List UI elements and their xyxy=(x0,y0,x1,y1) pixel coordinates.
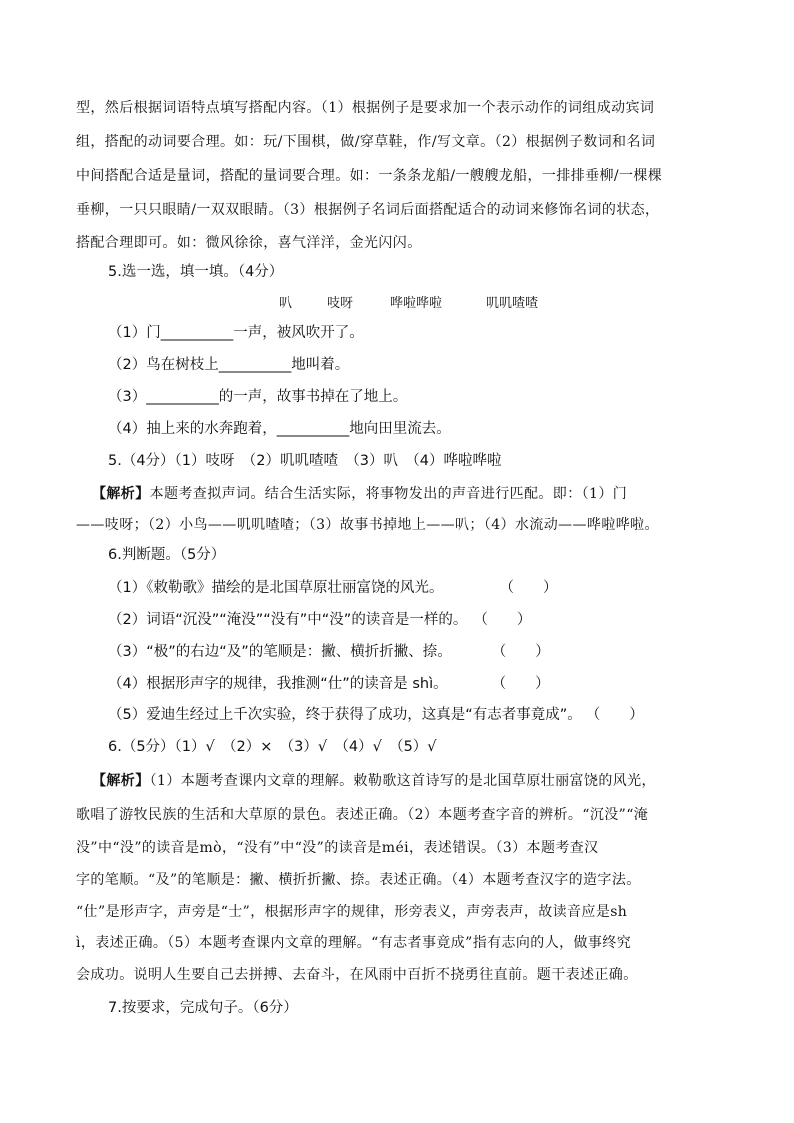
answer-parentheses: （ ） xyxy=(473,612,532,628)
question-6-answer: 6.（5分）（1）√ （2）× （3）√ （4）√ （5）√ xyxy=(108,739,437,755)
judgement-text: （1）《敕勒歌》描绘的是北国草原壮丽富饶的风光。 xyxy=(108,580,444,596)
answer-parentheses: （ ） xyxy=(499,580,558,596)
judgement-text: （3）“极”的右边“及”的笔顺是：撇、横折折撇、捺。 xyxy=(108,644,452,660)
analysis-text-line: 型，然后根据词语特点填写搭配内容。（1）根据例子是要求加一个表示动作的词组成动宾词 xyxy=(76,100,655,116)
fill-blank-item: （3）__________的一声，故事书掉在了地上。 xyxy=(108,389,408,405)
word-options xyxy=(0,292,794,312)
question-5-answer: 5.（4分）（1）吱呀 （2）叽叽喳喳 （3）叭 （4）哗啦哗啦 xyxy=(108,453,502,469)
analysis-text-line: 组，搭配的动词要合理。如：玩/下围棋，做/穿草鞋，作/写文章。（2）根据例子数词和名词 xyxy=(76,134,656,150)
question-6-analysis xyxy=(92,771,744,791)
judgement-text: （4）根据形声字的规律，我推测“仕”的读音是 shì。 xyxy=(108,676,448,692)
option-word: 叭 xyxy=(279,296,293,311)
question-7-title: 7.按要求，完成句子。（6分） xyxy=(108,1000,298,1016)
fill-blank-item: （2）鸟在树枝上__________地叫着。 xyxy=(108,357,350,373)
analysis-text-line: ——吱呀；（2）小鸟——叽叽喳喳；（3）故事书掉地上——叭；（4）水流动——哗啦哗啦。 xyxy=(76,517,659,533)
question-6-title: 6.判断题。（5分） xyxy=(108,547,226,563)
question-5-analysis xyxy=(92,484,744,504)
judgement-item xyxy=(108,642,760,662)
analysis-text: （1）本题考查课内文章的理解。敕勒歌这首诗写的是北国草原壮丽富饶的风光， xyxy=(149,773,656,789)
judgement-text: （2）词语“沉没”“淹没”“没有”中“没”的读音是一样的。 xyxy=(108,612,468,628)
fill-blank-item: （4）抽上来的水奔跑着，__________地向田里流去。 xyxy=(108,421,451,437)
analysis-text-line: ì，表述正确。（5）本题考查课内文章的理解。“有志者事竟成”指有志向的人，做事终究 xyxy=(76,935,632,951)
analysis-text: 本题考查拟声词。结合生活实际，将事物发出的声音进行匹配。即：（1）门 xyxy=(149,486,628,502)
judgement-item xyxy=(108,610,760,630)
analysis-text-line: 歌唱了游牧民族的生活和大草原的景色。表述正确。（2）本题考查字音的辨析。“沉没”“淹 xyxy=(76,807,649,823)
analysis-text-line: 搭配合理即可。如：微风徐徐，喜气洋洋，金光闪闪。 xyxy=(76,235,422,251)
fill-blank-item: （1）门__________一声，被风吹开了。 xyxy=(108,325,364,341)
analysis-label: 【解析】 xyxy=(92,773,150,789)
analysis-text-line: 没”中“没”的读音是mò，“没有”中“没”的读音是méi，表述错误。（3）本题考查汉 xyxy=(76,840,599,856)
option-word: 吱呀 xyxy=(327,296,354,311)
judgement-text: （5）爱迪生经过上千次实验，终于获得了成功，这真是“有志者事竟成”。 xyxy=(108,707,582,723)
option-word: 叽叽喳喳 xyxy=(486,296,539,311)
analysis-label: 【解析】 xyxy=(92,486,150,502)
analysis-text-line: 会成功。说明人生要自己去拼搏、去奋斗，在风雨中百折不挠勇往直前。题干表述正确。 xyxy=(76,967,638,983)
analysis-text-line: “仕”是形声字，声旁是“士”，根据形声字的规律，形旁表义，声旁表声，故读音应是sh xyxy=(76,904,628,920)
analysis-text-line: 字的笔顺。“及”的笔顺是：撇、横折折撇、捺。表述正确。（4）本题考查汉字的造字法。 xyxy=(76,872,641,888)
answer-parentheses: （ ） xyxy=(491,676,550,692)
answer-parentheses: （ ） xyxy=(491,644,550,660)
judgement-item xyxy=(108,674,760,694)
answer-parentheses: （ ） xyxy=(585,707,644,723)
analysis-text-line: 垂柳，一只只眼睛/一双双眼睛。（3）根据例子名词后面搭配适合的动词来修饰名词的状态， xyxy=(76,202,660,218)
judgement-item xyxy=(108,578,760,598)
option-word: 哗啦哗啦 xyxy=(390,296,443,311)
question-5-title: 5.选一选，填一填。（4分） xyxy=(108,264,284,280)
analysis-text-line: 中间搭配合适是量词，搭配的量词要合理。如：一条条龙船/一艘艘龙船，一排排垂柳/一棵棵 xyxy=(76,168,663,184)
judgement-item xyxy=(108,705,760,725)
